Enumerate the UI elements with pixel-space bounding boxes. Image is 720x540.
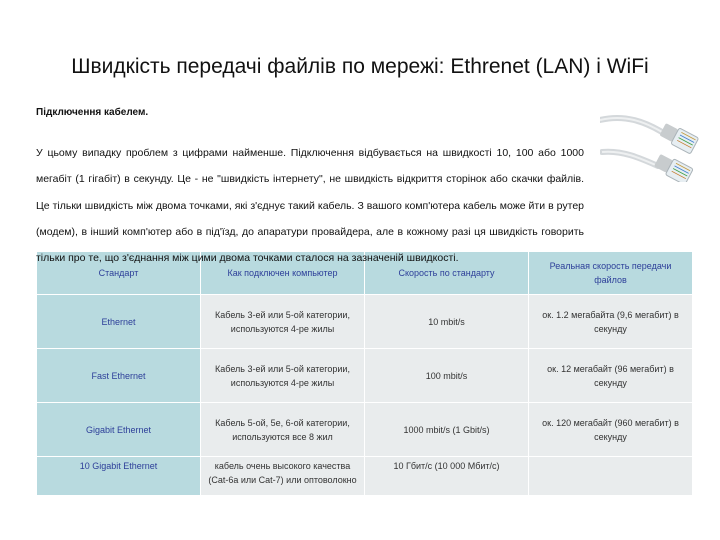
ethernet-cable-icon bbox=[600, 100, 700, 182]
standard-speed-cell: 1000 mbit/s (1 Gbit/s) bbox=[365, 403, 529, 457]
standard-speed-cell: 10 mbit/s bbox=[365, 295, 529, 349]
header-connection: Как подключен компьютер bbox=[201, 252, 365, 295]
connection-cell: Кабель 5-ой, 5е, 6-ой категории, используются все 8 жил bbox=[201, 403, 365, 457]
connection-cell: Кабель 3-ей или 5-ой категории, используются 4-ре жилы bbox=[201, 349, 365, 403]
connection-cell: кабель очень высокого качества (Cat-6a или Cat-7) или оптоволокно bbox=[201, 457, 365, 496]
real-speed-cell bbox=[529, 457, 693, 496]
table-row bbox=[37, 295, 693, 349]
header-standard-speed: Скорость по стандарту bbox=[365, 252, 529, 295]
standard-name: Ethernet bbox=[37, 295, 201, 349]
header-real-speed: Реальная скорость передачи файлов bbox=[529, 252, 693, 295]
standard-speed-cell: 10 Гбит/с (10 000 Мбит/с) bbox=[365, 457, 529, 496]
real-speed-cell: ок. 120 мегабайт (960 мегабит) в секунду bbox=[529, 403, 693, 457]
section-subtitle: Підключення кабелем. bbox=[36, 107, 149, 118]
connection-cell: Кабель 3-ей или 5-ой категории, используются 4-ре жилы bbox=[201, 295, 365, 349]
table-row bbox=[37, 403, 693, 457]
slide-title: Швидкість передачі файлів по мережі: Ethrenet (LAN) і WiFi bbox=[71, 55, 649, 78]
standard-speed-cell: 100 mbit/s bbox=[365, 349, 529, 403]
table-row bbox=[37, 457, 693, 496]
standard-name: 10 Gigabit Ethernet bbox=[37, 457, 201, 496]
standard-name: Gigabit Ethernet bbox=[37, 403, 201, 457]
table-row bbox=[37, 349, 693, 403]
ethernet-speed-table bbox=[36, 251, 693, 496]
header-standard: Стандарт bbox=[37, 252, 201, 295]
real-speed-cell: ок. 12 мегабайт (96 мегабит) в секунду bbox=[529, 349, 693, 403]
standard-name: Fast Ethernet bbox=[37, 349, 201, 403]
real-speed-cell: ок. 1.2 мегабайта (9,6 мегабит) в секунду bbox=[529, 295, 693, 349]
body-paragraph: У цьому випадку проблем з цифрами найменше. Підключення відбувається на швидкості 10, 100 або 1000 мегабіт (1 гігабіт) в секунду. Це - не "швидкість інтернету", не швидкість відкриття сторінок або скачки файлів. Це тільки швидкість між двома точками, які з'єднує такий кабель. З вашого комп'ютера кабель може йти в рутер (модем), в інший комп'ютер або в під'їзд, до апаратури провайдера, але в кожному разі ця швидкість говорить тільки про те, що з'єднання між цими двома точками сталося на зазначеній швидкості. bbox=[36, 147, 584, 265]
